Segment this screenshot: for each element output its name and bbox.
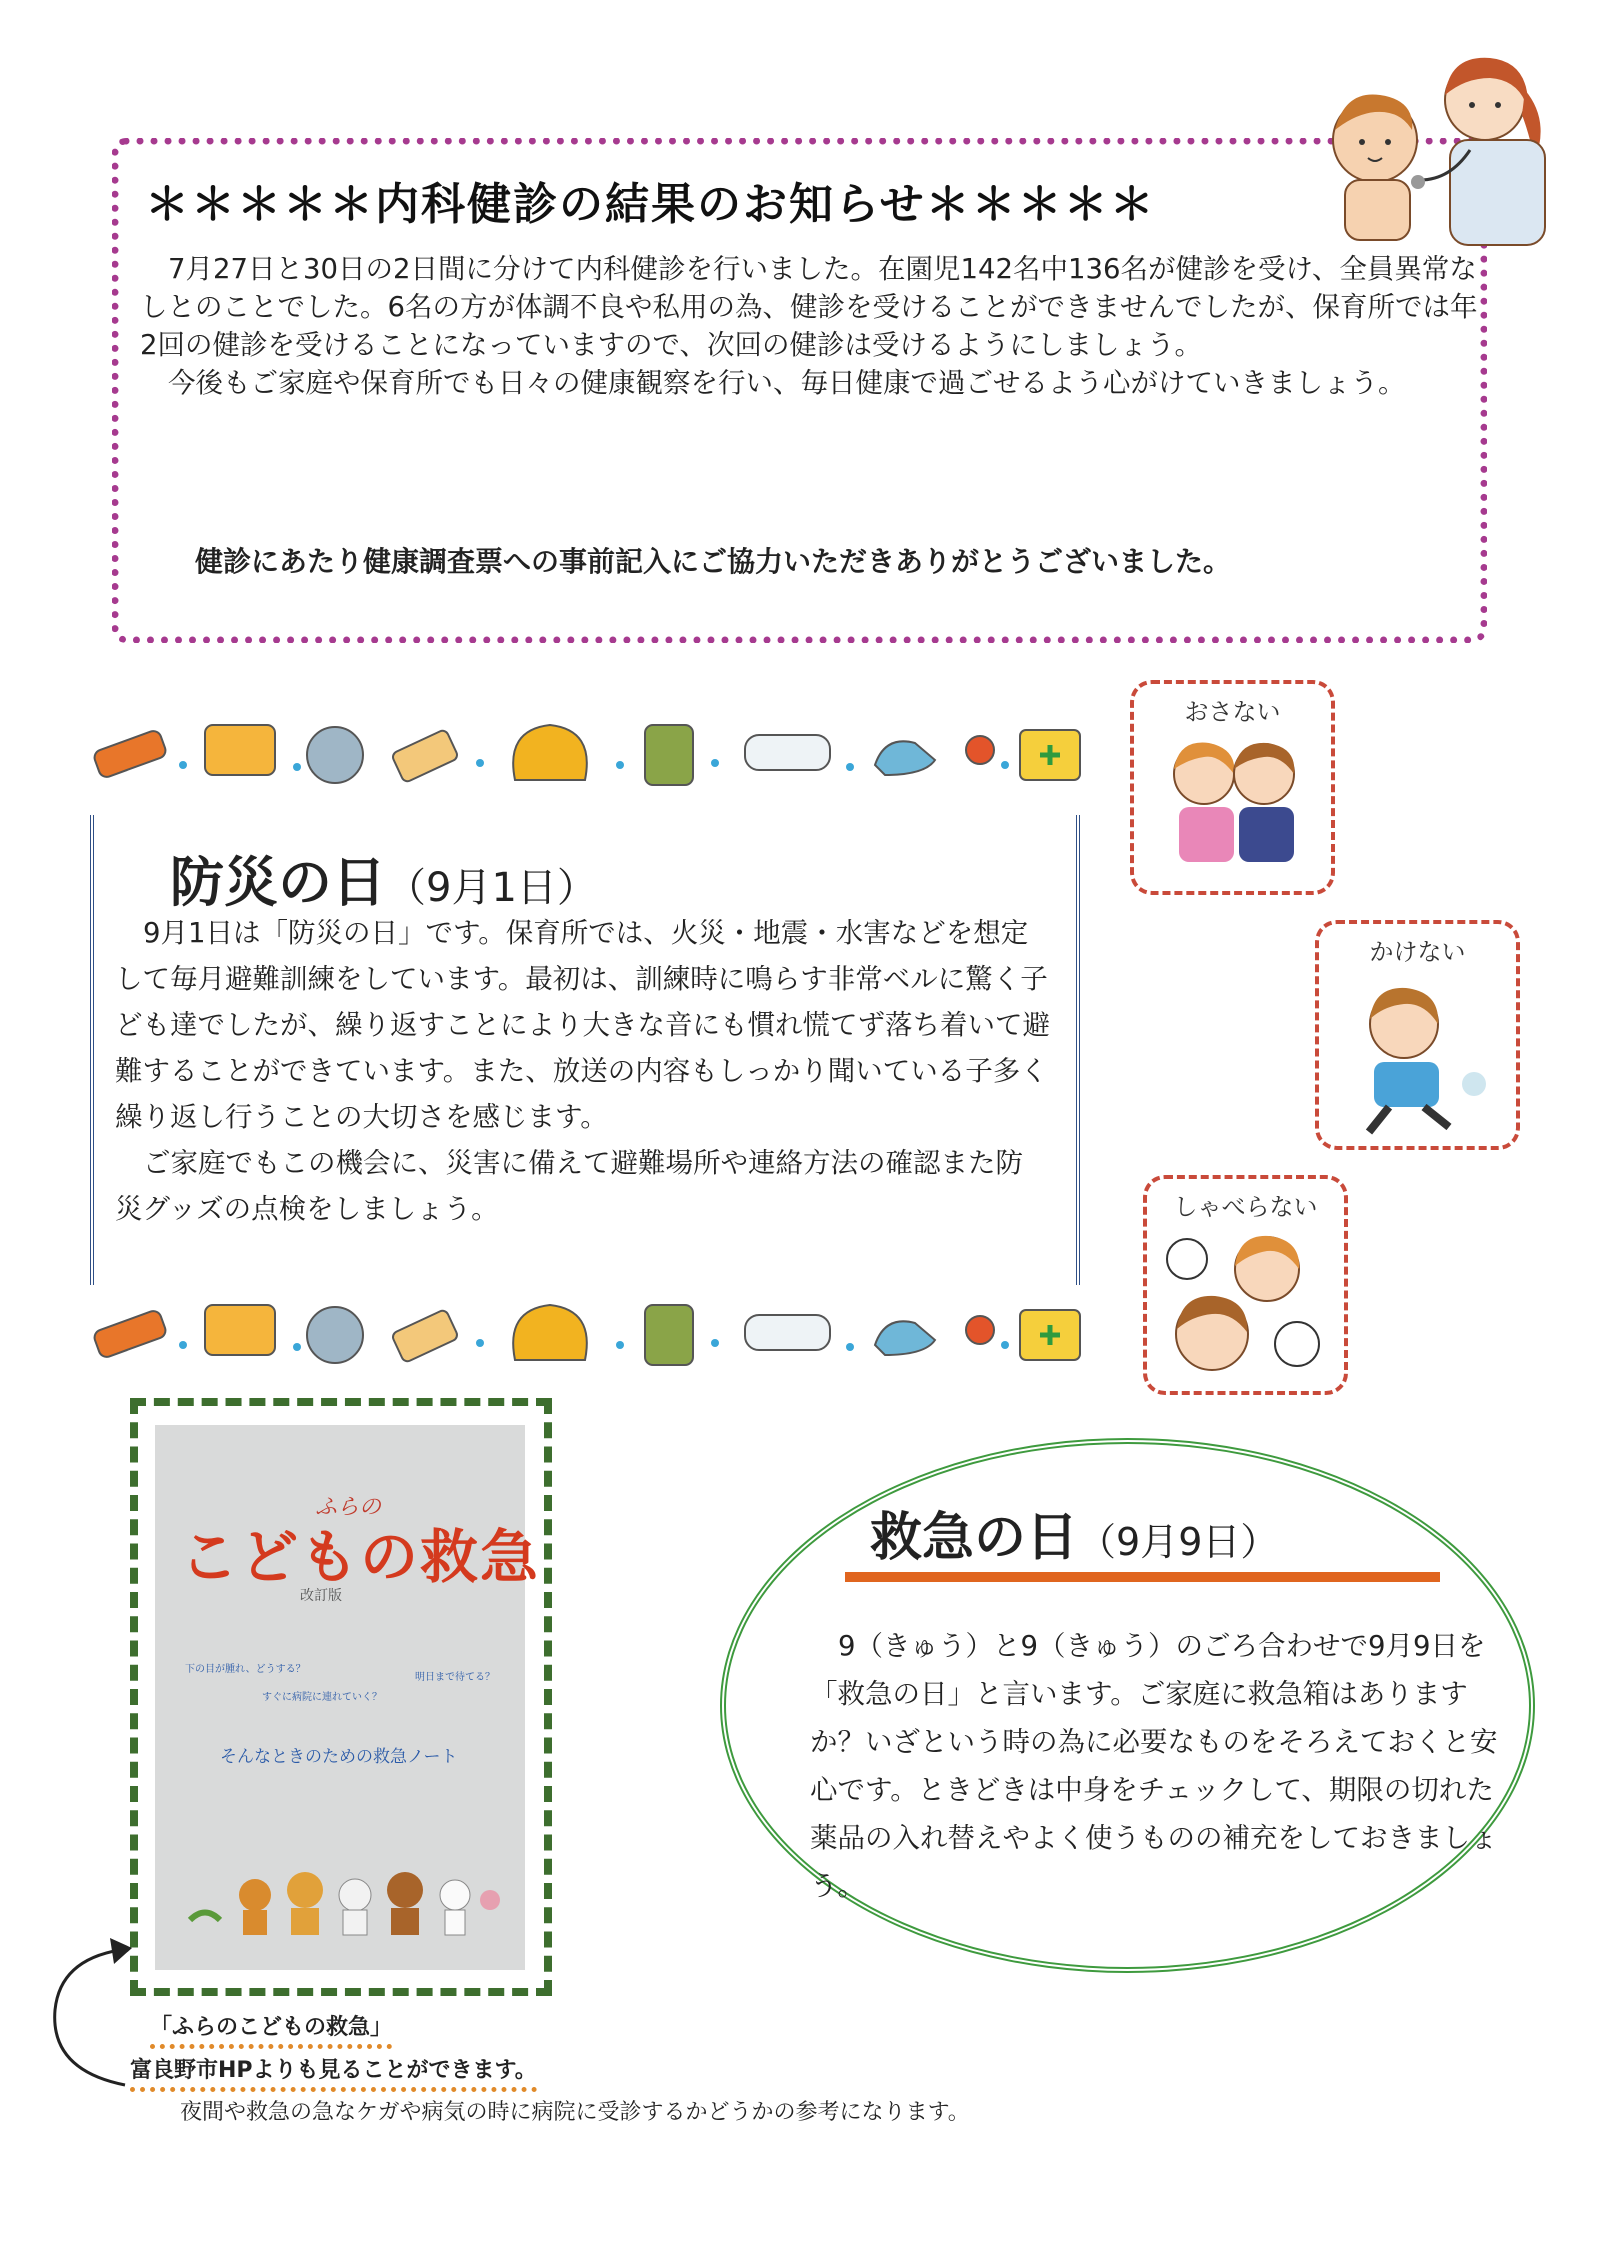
booklet-question-3: すぐに病院に連れていく？ [262,1692,382,1703]
no-talking-card [1143,1175,1348,1395]
children-talking-icon [1157,1224,1337,1384]
booklet-edition: 改訂版 [300,1588,342,1604]
booklet-furigana: ふらの [315,1495,382,1520]
health-body [140,250,1480,402]
booklet-title: こどもの救急 [180,1523,541,1591]
children-pushing-icon [1149,729,1319,879]
disaster-title-text: 防災の日 [170,851,386,914]
disaster-title-date: （9月1日） [386,865,597,911]
no-pushing-label: おさない [1184,698,1281,726]
booklet-caption-1 [150,2010,392,2041]
doctor-child-illustration [1300,30,1560,250]
first-aid-paragraph: 9（きゅう）と9（きゅう）のごろ合わせで9月9日を「救急の日」と言います。ご家庭に救急箱はありますか？いざという時の為に必要なものをそろえておくと安心です。ときどきは中身をチェックして、期限の切れた薬品の入れ替えやよく使うものの補充をしておきましょう。 [810,1630,1498,1902]
health-paragraph-1: 7月27日と30日の2日間に分けて内科健診を行いました。在園児142名中136名が健診を受け、全員異常なしとのことでした。6名の方が体調不良や私用の為、健診を受けることができませんでしたが、保育所では年2回の健診を受けることになっていますので、次回の健診は受けるようにしましょう。 [140,253,1478,361]
first-aid-day-title [870,1495,1278,1570]
disaster-paragraph-2: ご家庭でもこの機会に、災害に備えて避難場所や連絡方法の確認また防災グッズの点検をしましょう。 [115,1147,1023,1225]
health-thanks: 健診にあたり健康調査票への事前記入にご協力いただきありがとうございました。 [195,545,1232,578]
emergency-goods-decoration [85,705,1085,795]
first-aid-day-body [810,1622,1510,1910]
emergency-goods-decoration-bottom [85,1285,1085,1375]
booklet-caption-2 [130,2053,537,2084]
no-running-label: かけない [1369,938,1466,966]
disaster-day-body [115,910,1050,1232]
booklet-caption-1-text: 「ふらのこどもの救急」 [150,2015,392,2049]
booklet-animals-illustration [185,1850,505,1940]
booklet-caption-2-text: 富良野市HPよりも見ることができます。 [130,2058,537,2092]
booklet-question-2: 明日まで待てる？ [415,1672,495,1683]
footer-note: 夜間や救急の急なケガや病気の時に病院に受診するかどうかの参考になります。 [180,2100,970,2125]
no-pushing-card [1130,680,1335,895]
disaster-day-title [170,840,597,917]
health-paragraph-2: 今後もご家庭や保育所でも日々の健康観察を行い、毎日健康で過ごせるよう心がけていきましょう。 [168,367,1406,399]
booklet-subtitle: そんなときのための救急ノート [220,1747,458,1767]
first-aid-title-text: 救急の日 [870,1508,1079,1568]
no-talking-label: しゃべらない [1173,1193,1318,1221]
child-running-icon [1334,974,1504,1139]
booklet-question-1: 下の目が腫れ、どうする？ [185,1664,306,1675]
first-aid-title-date: （9月9日） [1078,1520,1279,1564]
disaster-paragraph-1: 9月1日は「防災の日」です。保育所では、火災・地震・水害などを想定して毎月避難訓練をしています。最初は、訓練時に鳴らす非常ベルに驚く子ども達でしたが、繰り返すことにより大きな音にも慣れ慌てず落ち着いて避難することができています。また、放送の内容もしっかり聞いている子多く繰り返し行うことの大切さを感じます。 [115,917,1050,1133]
health-title: ＊＊＊＊＊内科健診の結果のお知らせ＊＊＊＊＊ [145,179,1156,230]
no-running-card [1315,920,1520,1150]
first-aid-title-underline [845,1572,1440,1582]
